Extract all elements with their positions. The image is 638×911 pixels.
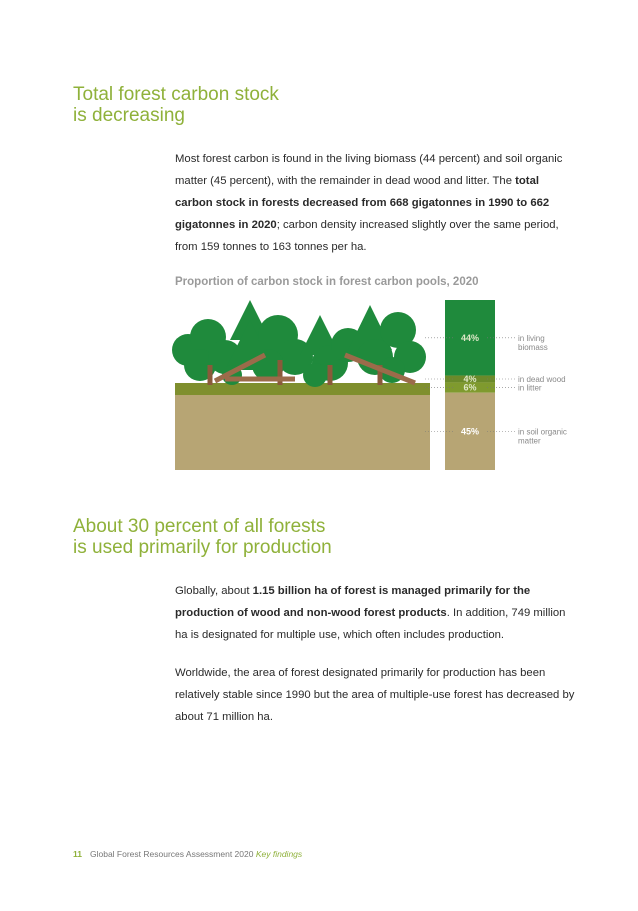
soil-band [175, 395, 430, 470]
section-heading-production [73, 516, 332, 558]
paragraph-bold-text: total carbon stock in forests decreased from 668 gigatonnes in 1990 to 662 gigatonnes in 2020 [175, 175, 550, 231]
paragraph-bold-text: 1.15 billion ha of forest is managed primarily for the production of wood and non-wood forest products [175, 585, 531, 619]
paragraph-text: Globally, about [175, 585, 253, 597]
paragraph-text: . In addition, 749 million ha is designated for multiple use, which often includes production. [175, 607, 566, 641]
publication-subtitle: Key findings [255, 849, 303, 859]
category-label: in soil organic [518, 427, 567, 437]
forest-illustration [172, 300, 430, 470]
page-number: 11 [73, 849, 82, 859]
value-label: 45% [460, 426, 480, 437]
litter-band [175, 383, 430, 395]
heading-line-1: Total forest carbon stock [73, 84, 279, 105]
value-label: 6% [463, 382, 477, 393]
publication-title: Global Forest Resources Assessment 2020 [90, 849, 256, 859]
heading-line-2: is decreasing [73, 105, 185, 126]
category-label: in litter [518, 383, 542, 393]
page-footer [73, 849, 302, 859]
heading-line-2: is used primarily for production [73, 537, 332, 558]
value-label: 44% [460, 332, 480, 343]
category-label: in dead wood [518, 374, 566, 384]
value-label: 4% [463, 373, 477, 384]
carbon-stock-chart [170, 295, 590, 475]
heading-line-1: About 30 percent of all forests [73, 516, 326, 537]
category-label: biomass [518, 342, 548, 352]
category-label: in living [518, 333, 545, 343]
section-heading-carbon [73, 84, 279, 126]
carbon-paragraph [175, 148, 575, 258]
category-label: matter [518, 436, 541, 446]
production-trend-paragraph: Worldwide, the area of forest designated primarily for production has been relatively stable since 1990 but the area of multiple-use forest has decreased by about 71 million ha. [175, 667, 575, 723]
production-paragraph [175, 580, 575, 646]
chart-title: Proportion of carbon stock in forest carbon pools, 2020 [175, 276, 479, 288]
paragraph-text: ; carbon density increased slightly over the same period, from 159 tonnes to 163 tonnes per ha. [175, 219, 559, 253]
paragraph-text: Most forest carbon is found in the living biomass (44 percent) and soil organic matter (45 percent), with the remainder in dead wood and litter. The [175, 153, 563, 187]
